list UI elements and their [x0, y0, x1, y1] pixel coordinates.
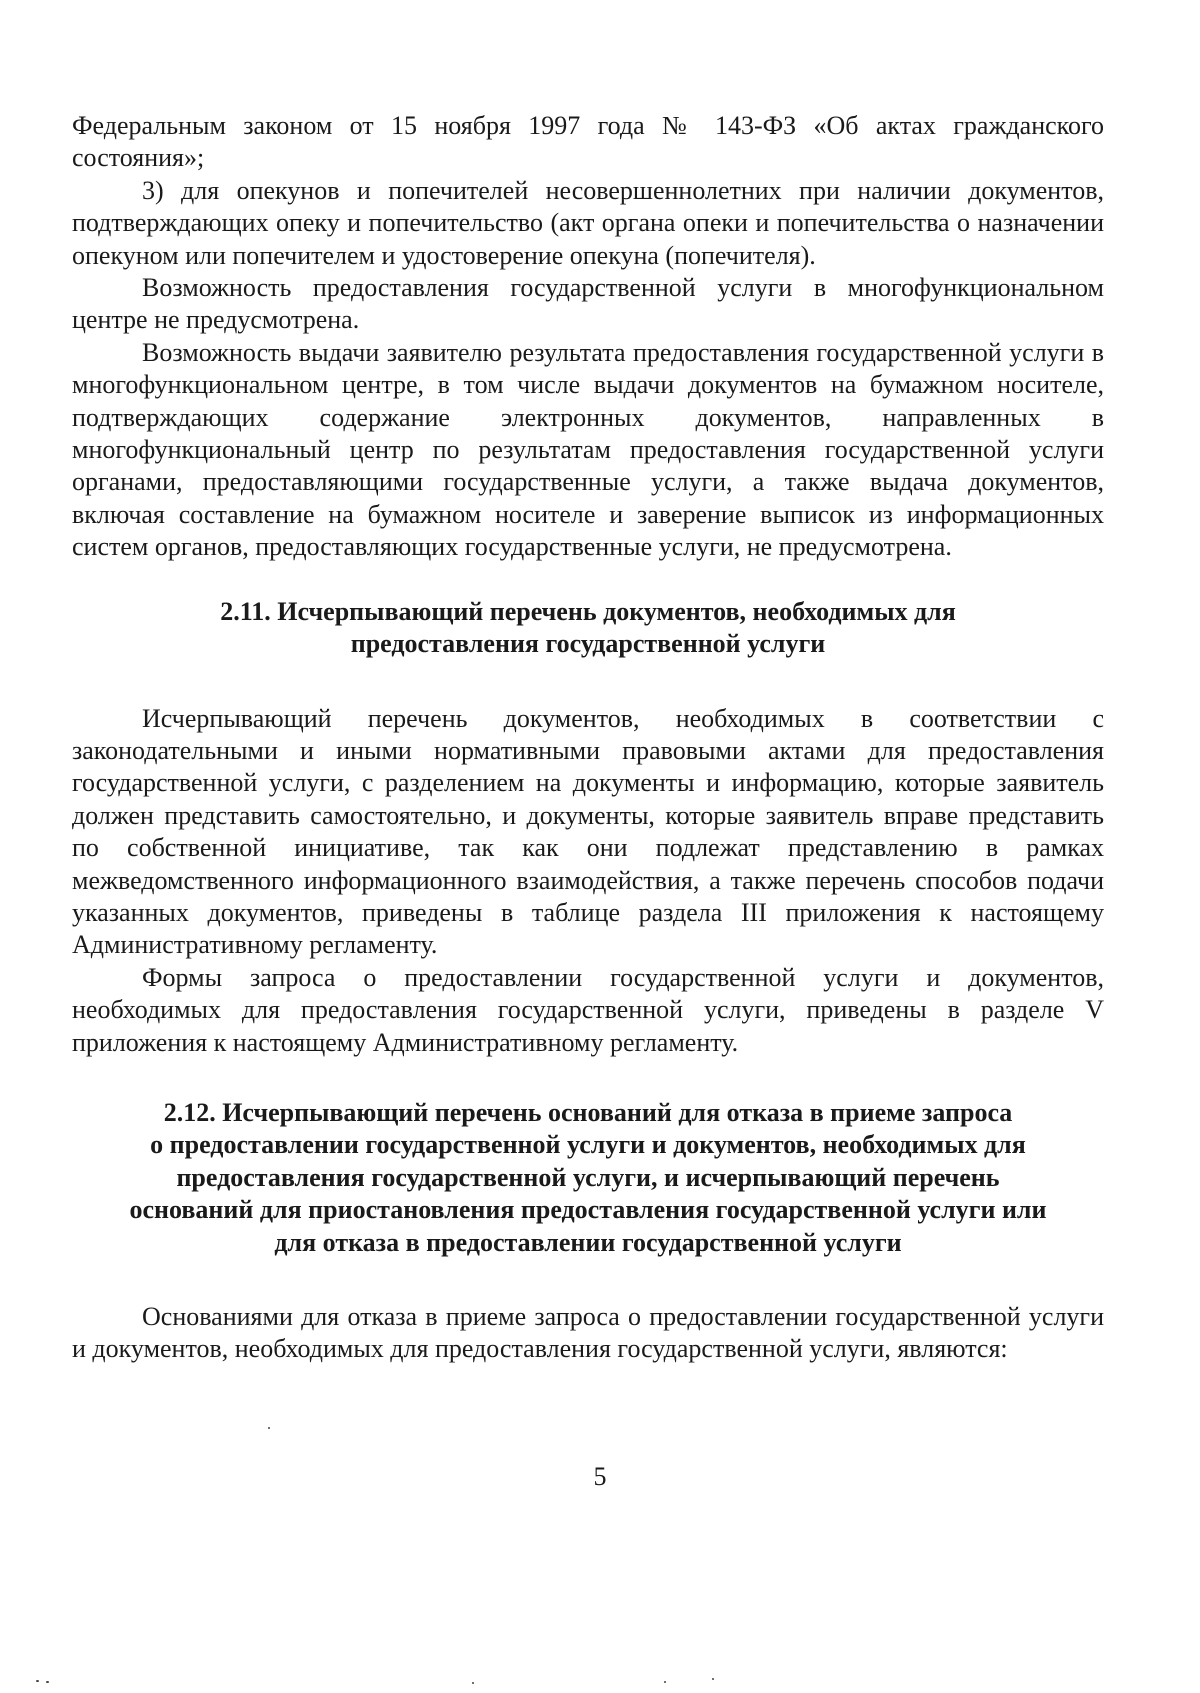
- paragraph-request-forms: Формы запроса о предоставлении государственной услуги и документов, необходимых для предоставления государственной услуги, приведены в разделе V приложения к настоящему Административному регламенту.: [72, 962, 1104, 1057]
- paragraph-mfc-result-issue: Возможность выдачи заявителю результата предоставления государственной услуги в многофункциональном центре, в том числе выдачи документов на бумажном носителе, подтверждающих содержание электронных документов, направленных в многофункциональный центр по результатам предоставления государственной услуги органами, предоставляющими государственные услуги, а также выдача документов, включая составление на бумажном носителе и заверение выписок из информационных систем органов, предоставляющих государственные услуги, не предусмотрена.: [72, 337, 1104, 562]
- scan-speck: [472, 1682, 474, 1684]
- page-number: 5: [593, 1462, 607, 1491]
- section-2-12-heading: [72, 1097, 1104, 1259]
- section-2-12-title-line-4: оснований для приостановления предоставления государственной услуги или: [129, 1195, 1047, 1225]
- section-2-12-title-line-3: предоставления государственной услуги, и исчерпывающий перечень: [176, 1162, 1000, 1192]
- section-2-11-heading: [72, 596, 1104, 661]
- scan-speck: [268, 1427, 270, 1429]
- paragraph-documents-list: Исчерпывающий перечень документов, необходимых в соответствии с законодательными и иными нормативными правовыми актами для предоставления государственной услуги, с разделением на документы и информацию, которые заявитель должен представить самостоятельно, и документы, которые заявитель вправе представить по собственной инициативе, так как они подлежат представлению в рамках межведомственного информационного взаимодействия, а также перечень способов подачи указанных документов, приведены в таблице раздела III приложения к настоящему Административному регламенту.: [72, 703, 1104, 960]
- section-2-11-title-line-1: 2.11. Исчерпывающий перечень документов, необходимых для: [220, 596, 956, 626]
- scan-speck: [46, 1681, 49, 1683]
- scan-speck: [712, 1678, 714, 1680]
- scan-speck: [36, 1680, 39, 1682]
- paragraph-mfc-not-provided: Возможность предоставления государственной услуги в многофункциональном центре не предусмотрена.: [72, 273, 1104, 335]
- section-2-11-title-line-2: предоставления государственной услуги: [350, 629, 826, 659]
- scan-speck: [664, 1681, 666, 1683]
- section-2-12-title-line-2: о предоставлении государственной услуги и документов, необходимых для: [150, 1130, 1026, 1160]
- paragraph-refusal-grounds: Основаниями для отказа в приеме запроса о предоставлении государственной услуги и документов, необходимых для предоставления государственной услуги, являются:: [72, 1302, 1104, 1364]
- paragraph-guardians: 3) для опекунов и попечителей несовершеннолетних при наличии документов, подтверждающих опеку и попечительство (акт органа опеки и попечительства о назначении опекуном или попечителем и удостоверение опекуна (попечителя).: [72, 175, 1104, 270]
- section-2-12-title-line-5: для отказа в предоставлении государственной услуги: [274, 1227, 902, 1257]
- paragraph-federal-law: Федеральным законом от 15 ноября 1997 года № 143-ФЗ «Об актах гражданского состояния»;: [72, 111, 1104, 173]
- document-body: [72, 110, 1104, 1366]
- section-2-12-title-line-1: 2.12. Исчерпывающий перечень оснований для отказа в приеме запроса: [163, 1097, 1013, 1127]
